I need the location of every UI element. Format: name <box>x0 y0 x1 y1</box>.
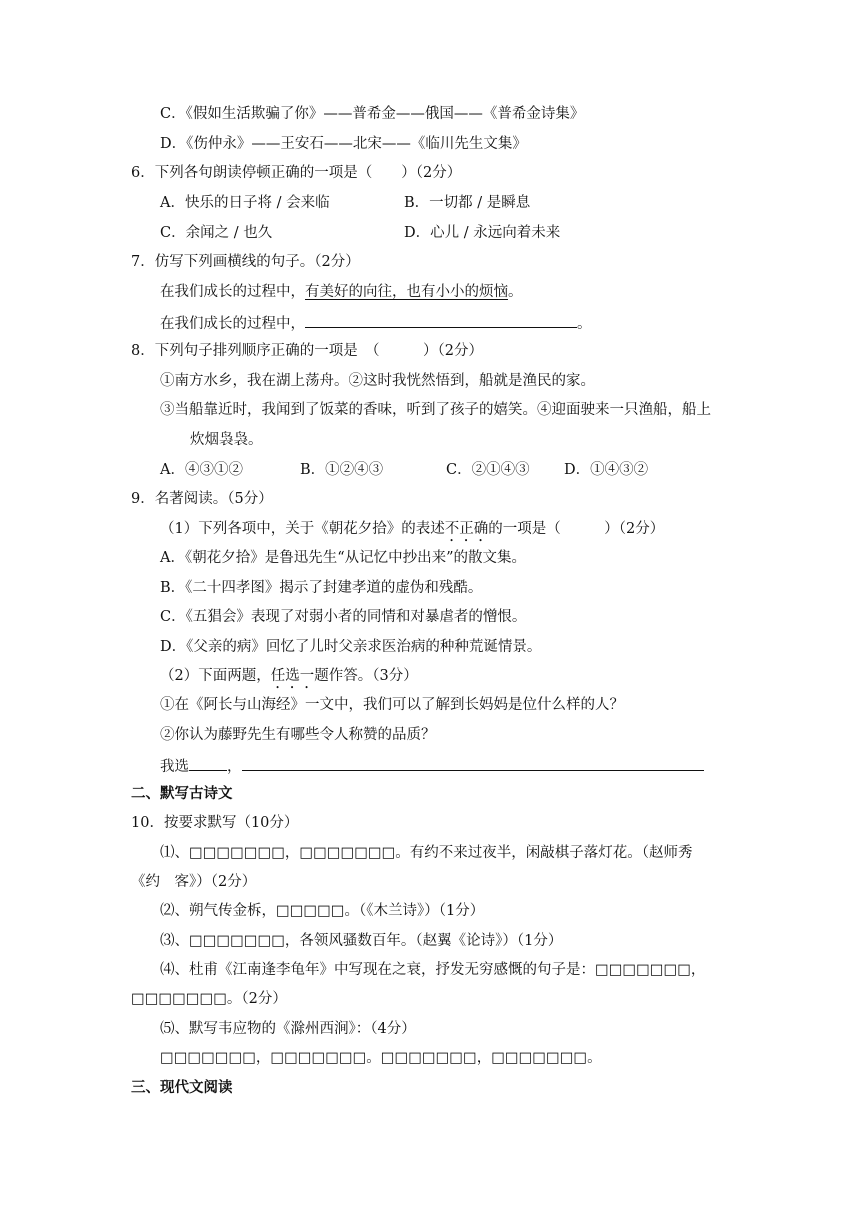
q9-part-2-emphasis: 任选一 <box>270 668 315 684</box>
q7-example-end: 。 <box>508 284 523 300</box>
q10-item-5-answer: □□□□□□□，□□□□□□□。□□□□□□□，□□□□□□□。 <box>160 1050 602 1066</box>
q9-option-b: B．《二十四孝图》揭示了封建孝道的虚伪和残酷。 <box>160 580 483 596</box>
q5-option-c: C．《假如生活欺骗了你》——普希金——俄国——《普希金诗集》 <box>160 106 585 122</box>
q8-option-c: C．②①④③ <box>446 462 530 478</box>
q5-option-d: D．《伤仲永》——王安石——北宋——《临川先生文集》 <box>160 136 527 152</box>
q9-part-1-emphasis: 不正确 <box>444 521 489 537</box>
q10-item-2: ⑵、朔气传金柝，□□□□□。（《木兰诗》）（1分） <box>160 903 485 919</box>
question-9: 9．名著阅读。（5分） <box>131 491 273 507</box>
question-6: 6．下列各句朗读停顿正确的一项是（ ）（2分） <box>131 165 462 181</box>
q9-part-1 <box>160 519 664 545</box>
q6-option-c: C．余闻之 / 也久 <box>160 225 273 241</box>
section-2-heading: 二、默写古诗文 <box>131 785 233 802</box>
q9-part-1-prefix: （1）下列各项中，关于《朝花夕拾》的表述 <box>160 521 445 537</box>
q9-answer-blank[interactable] <box>242 755 704 771</box>
q10-item-4: ⑷、杜甫《江南逢李龟年》中写现在之衰，抒发无穷感慨的句子是：□□□□□□□， <box>160 962 706 978</box>
q6-option-a: A．快乐的日子将 / 会来临 <box>160 195 330 211</box>
q9-answer-line <box>160 755 704 777</box>
q10-item-3: ⑶、□□□□□□□，各领风骚数百年。（赵翼《论诗》）（1分） <box>160 933 563 949</box>
q8-sentence-3: 炊烟袅袅。 <box>190 432 263 448</box>
q9-part-2-choice-1: ①在《阿长与山海经》一文中，我们可以了解到长妈妈是位什么样的人？ <box>160 697 624 713</box>
q7-example-prefix: 在我们成长的过程中， <box>160 284 305 300</box>
question-7: 7．仿写下列画横线的句子。（2分） <box>131 254 360 270</box>
q9-option-a: A．《朝花夕拾》是鲁迅先生“从记忆中抄出来”的散文集。 <box>160 550 527 566</box>
q7-example-underlined: 有美好的向往，也有小小的烦恼 <box>305 284 508 300</box>
question-8: 8．下列句子排列顺序正确的一项是 （ ）（2分） <box>131 343 483 359</box>
q6-option-b: B．一切都 / 是瞬息 <box>404 195 531 211</box>
q10-item-1: ⑴、□□□□□□□，□□□□□□□。有约不来过夜半，闲敲棋子落灯花。（赵师秀 <box>160 845 693 861</box>
q9-part-2-suffix: 题作答。（3分） <box>314 668 418 684</box>
q7-answer-prefix: 在我们成长的过程中， <box>160 316 305 332</box>
section-3-heading: 三、现代文阅读 <box>131 1079 233 1096</box>
q6-option-d: D．心儿 / 永远向着未来 <box>404 225 561 241</box>
q7-answer-end: 。 <box>577 316 592 332</box>
q9-part-2 <box>160 666 418 692</box>
q8-sentence-1: ①南方水乡，我在湖上荡舟。②这时我恍然悟到，船就是渔民的家。 <box>160 373 595 389</box>
q9-part-1-suffix: 的一项是（ ）（2分） <box>488 521 665 537</box>
question-10: 10．按要求默写（10分） <box>131 815 299 831</box>
q9-option-d: D．《父亲的病》回忆了儿时父亲求医治病的种种荒诞情景。 <box>160 639 542 655</box>
q8-sentence-2: ③当船靠近时，我闻到了饭菜的香味，听到了孩子的嬉笑。④迎面驶来一只渔船，船上 <box>160 402 711 418</box>
q9-option-c: C．《五猖会》表现了对弱小者的同情和对暴虐者的憎恨。 <box>160 609 527 625</box>
q7-answer-blank[interactable] <box>305 312 577 328</box>
q10-item-5: ⑸、默写韦应物的《滁州西涧》：（4分） <box>160 1021 416 1037</box>
q7-example <box>160 282 523 302</box>
q8-option-a: A．④③①② <box>160 462 243 478</box>
q8-option-b: B．①②④③ <box>300 462 384 478</box>
q9-answer-prefix: 我选 <box>160 759 189 775</box>
q9-answer-comma: ， <box>227 759 242 775</box>
q9-choice-blank[interactable] <box>189 755 227 771</box>
q7-answer-line <box>160 312 592 334</box>
q10-item-1-cont: 《约 客》）（2分） <box>131 874 257 890</box>
q8-option-d: D．①④③② <box>564 462 649 478</box>
q9-part-2-choice-2: ②你认为藤野先生有哪些令人称赞的品质？ <box>160 727 436 743</box>
q10-item-4-cont: □□□□□□□。（2分） <box>131 991 287 1007</box>
q9-part-2-prefix: （2）下面两题， <box>160 668 271 684</box>
